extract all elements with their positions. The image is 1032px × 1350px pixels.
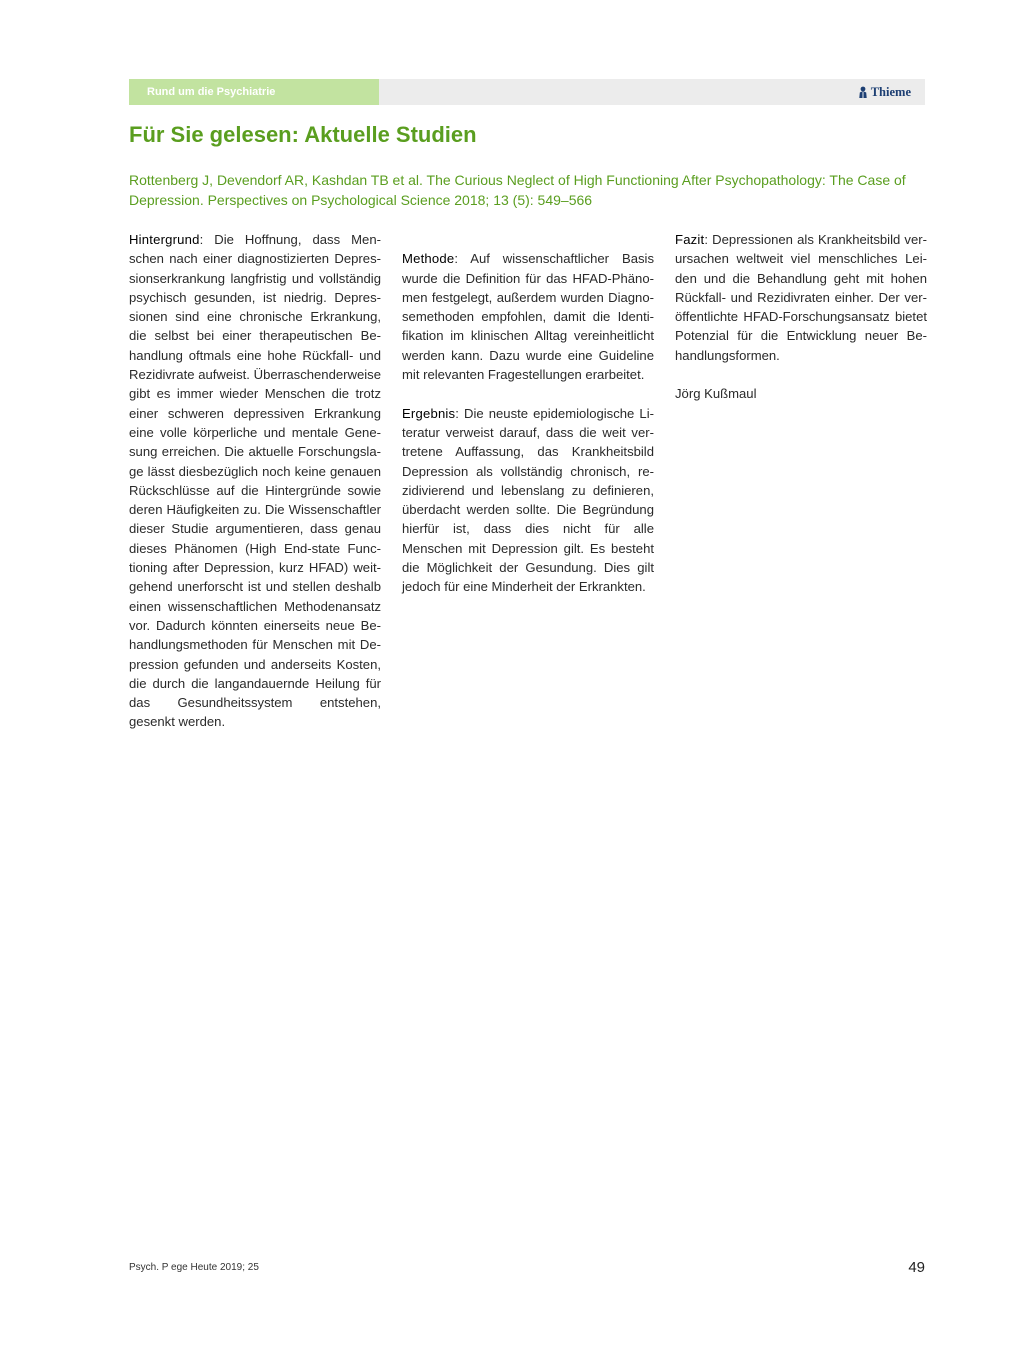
header-bar (129, 79, 925, 105)
author-name: Jörg Kußmaul (675, 386, 757, 402)
brand-name: Thieme (870, 85, 911, 99)
hintergrund-paragraph (129, 230, 381, 732)
body-column-3 (675, 230, 927, 423)
body-column-2 (402, 230, 654, 616)
fazit-paragraph (675, 230, 927, 365)
brand-logo (858, 79, 911, 105)
hintergrund-text: : Die Hoffnung, dass Menschen nach einer diagnostizierten Depressionserkrankung langfristig und vollständig psychisch gesunden, ist niedrig. Depressionen sind eine chronische Erkrankung, die selbst bei einer therapeutischen Behandlung oftmals eine hohe Rückfall- und Rezidivrate aufweist. Überraschenderweise gibt es immer wieder Menschen die trotz einer schweren depressiven Erkrankung eine volle körperliche und mentale Genesung erreichen. Die aktuelle Forschungslage lässt diesbezüglich noch keine genauen Rückschlüsse auf die Hintergründe sowie deren Häufigkeiten zu. Die Wissenschaftler dieser Studie argumentieren, dass genau dieses Phänomen (High End-state Functioning after Depression, kurz HFAD) weitgehend unerforscht ist und stellen deshalb einen wissenschaftlichen Methodenansatz vor. Dadurch könnten einerseits neue Behandlungsmethoden für Menschen mit Depression gefunden und anderseits Kosten, die durch die langandauernde Heilung für das Gesundheitssystem entstehen, gesenkt werden. (129, 232, 381, 730)
body-column-1 (129, 230, 381, 751)
ergebnis-text: : Die neuste epidemiologische Literatur verweist darauf, dass die weit vertretene Auffassung, das Krankheitsbild Depression als vollständig chronisch, rezidivierend und lebenslang zu definieren, überdacht werden sollte. Die Begründung hierfür ist, dass dies nicht für alle Menschen mit Depression gilt. Es besteht die Möglichkeit der Gesundung. Dies gilt jedoch für eine Minderheit der Erkrankten. (402, 405, 654, 595)
section-label: Rund um die Psychiatrie (129, 79, 379, 105)
ergebnis-paragraph (402, 404, 654, 597)
article-citation: Rottenberg J, Devendorf AR, Kashdan TB et al. The Curious Neglect of High Functioning After Psychopathology: The Case of Depression. Perspectives on Psychological Science 2018; 13 (5): 549–566 (129, 172, 906, 208)
journal-reference: Psych. P ege Heute 2019; 25 (129, 1262, 259, 1273)
page-number: 49 (908, 1259, 925, 1276)
thieme-logo-icon (858, 86, 868, 99)
methode-label: Methode (402, 251, 455, 267)
methode-text: : Auf wissenschaftlicher Basis wurde die Definition für das HFAD-Phänomen festgelegt, außerdem wurden Diagnosemethoden empfohlen, damit die Identifikation im klinischen Alltag vereinheitlicht werden kann. Dazu wurde eine Guideline mit relevanten Fragestellungen erarbeitet. (402, 251, 654, 383)
ergebnis-label: Ergebnis (402, 405, 456, 421)
article-title: Für Sie gelesen: Aktuelle Studien (129, 122, 477, 147)
fazit-label: Fazit (675, 232, 705, 247)
hintergrund-label: Hintergrund (129, 232, 200, 247)
fazit-text: : Depressionen als Krankheitsbild verursachen weltweit viel menschliches Leiden und die Behandlung geht mit hohen Rückfall- und Rezidivraten einher. Der veröffentlichte HFAD-Forschungsansatz bietet Potenzial für die Entwicklung neuer Behandlungsformen. (675, 232, 927, 363)
methode-paragraph (402, 249, 654, 384)
